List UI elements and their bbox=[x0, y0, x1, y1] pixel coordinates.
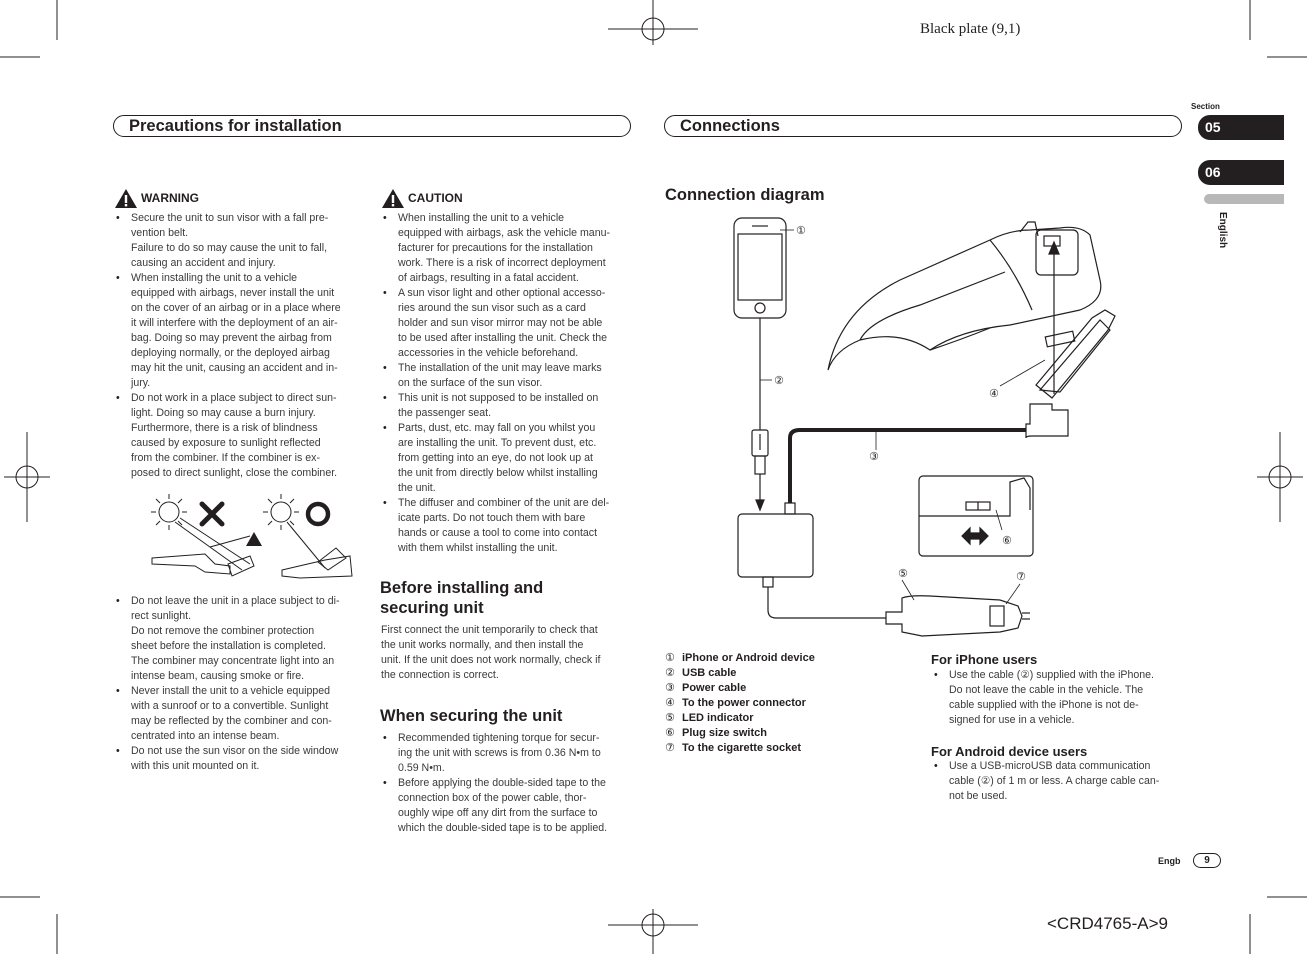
warning-block-continued bbox=[114, 594, 364, 774]
caution-heading bbox=[381, 188, 636, 209]
caution-item: • When installing the unit to a vehicle equipped with airbags, ask the vehicle manu- facturer for precautions for the installation work. There is a risk of incorrect deployment of airbags, resulting in a fatal accident. bbox=[381, 211, 636, 286]
document-code: <CRD4765-A>9 bbox=[1047, 914, 1168, 933]
callout-4: ④ bbox=[989, 387, 999, 400]
hud-unit bbox=[828, 222, 1115, 398]
warning-block bbox=[114, 188, 364, 481]
legend-item: ① iPhone or Android device bbox=[665, 652, 815, 664]
legend-item: ② USB cable bbox=[665, 667, 737, 679]
iphone-users-heading: For iPhone users bbox=[931, 652, 1038, 667]
callout-3: ③ bbox=[869, 450, 879, 463]
permitted-icon bbox=[308, 504, 328, 524]
securing-list bbox=[381, 731, 636, 836]
warning-list bbox=[114, 211, 364, 481]
caution-list bbox=[381, 211, 636, 556]
callout-1: ① bbox=[796, 224, 806, 237]
connection-diagram-heading: Connection diagram bbox=[665, 186, 825, 204]
sun-icon bbox=[151, 494, 187, 530]
caution-item: • Parts, dust, etc. may fall on you whilst you are installing the unit. To prevent dust, etc. from getting into an eye, do not look up at the unit from directly below whilst installing the unit. bbox=[381, 421, 636, 496]
warning-item: • Never install the unit to a vehicle equipped with a sunroof or to a convertible. Sunlight may be reflected by the combiner and con- centrated into an intense beam. bbox=[114, 684, 364, 744]
caution-item: • The installation of the unit may leave marks on the surface of the sun visor. bbox=[381, 361, 636, 391]
before-installing-heading: Before installing and securing unit bbox=[380, 579, 544, 617]
warning-item: • Do not use the sun visor on the side window with this unit mounted on it. bbox=[114, 744, 364, 774]
caution-item: • The diffuser and combiner of the unit are del- icate parts. Do not touch them with bare hands or cause a tool to come into contact with them whilst installing the unit. bbox=[381, 496, 636, 556]
before-installing-section bbox=[380, 578, 635, 618]
prohibited-icon bbox=[202, 504, 222, 524]
legend-item: ③ Power cable bbox=[665, 682, 747, 694]
power-box bbox=[738, 514, 813, 577]
warning-item: • Secure the unit to sun visor with a fall pre- vention belt. Failure to do so may cause the unit to fall, causing an accident and injury. bbox=[114, 211, 364, 271]
caution-icon bbox=[381, 188, 405, 209]
callout-2: ② bbox=[774, 374, 784, 387]
plate-label: Black plate (9,1) bbox=[920, 21, 1021, 37]
securing-item: • Before applying the double-sided tape to the connection box of the power cable, thor- oughly wipe off any dirt from the surface to which the double-sided tape is to be applied. bbox=[381, 776, 636, 836]
securing-item: • Recommended tightening torque for secur- ing the unit with screws is from 0.36 N•m to 0.59 N•m. bbox=[381, 731, 636, 776]
iphone-users-body bbox=[932, 668, 1187, 728]
warning-heading bbox=[114, 188, 364, 209]
warning-icon bbox=[114, 188, 138, 209]
caution-item: • A sun visor light and other optional accesso- ries around the sun visor such as a card holder and sun visor mirror may not be able to be used after installing the unit. Check the accessories in the vehicle beforehand. bbox=[381, 286, 636, 361]
securing-heading: When securing the unit bbox=[380, 707, 563, 725]
warning-item: • Do not leave the unit in a place subject to di- rect sunlight. Do not remove the combiner protection sheet before the installation is completed. The combiner may concentrate light into an intense beam, causing smoke or fire. bbox=[114, 594, 364, 684]
precautions-header bbox=[113, 115, 631, 137]
warning-list-2 bbox=[114, 594, 364, 774]
page-number: 9 bbox=[1193, 853, 1221, 868]
warning-label: WARNING bbox=[141, 191, 199, 205]
warning-item: • Do not work in a place subject to direct sun- light. Doing so may cause a burn injury. Furthermore, there is a risk of blindness caused by exposure to sunlight reflected from the combiner. If the combiner is ex- posed to direct sunlight, close the combiner. bbox=[114, 391, 364, 481]
iphone-users-item: • Use the cable (②) supplied with the iPhone. Do not leave the cable in the vehicle. The cable supplied with the iPhone is not de- signed for use in a vehicle. bbox=[932, 668, 1187, 728]
connections-header bbox=[664, 115, 1182, 137]
section-label: Section bbox=[1191, 102, 1220, 111]
callout-7: ⑦ bbox=[1016, 570, 1026, 583]
cigarette-plug bbox=[886, 596, 1030, 636]
phone-device bbox=[734, 218, 786, 318]
diagram-legend bbox=[665, 651, 815, 756]
android-users-body bbox=[932, 759, 1187, 804]
section-tab-06[interactable]: 06 bbox=[1198, 160, 1284, 185]
before-installing-body: First connect the unit temporarily to check that the unit works normally, and then install the unit. If the unit does not work normally, check if the connection is correct. bbox=[381, 624, 601, 681]
legend-item: ⑥ Plug size switch bbox=[665, 727, 767, 739]
caution-label: CAUTION bbox=[408, 191, 463, 205]
plug-size-switch-inset bbox=[919, 476, 1033, 556]
connection-diagram bbox=[660, 210, 1180, 650]
precautions-header-text: Precautions for installation bbox=[129, 117, 342, 135]
legend-item: ④ To the power connector bbox=[665, 697, 806, 709]
sunlight-illustration bbox=[150, 492, 365, 587]
securing-body bbox=[381, 731, 636, 836]
legend-item: ⑤ LED indicator bbox=[665, 712, 754, 724]
warning-item: • When installing the unit to a vehicle equipped with airbags, never install the unit on the cover of an airbag or in a place where it will interfere with the deployment of an air- bag. Doing so may prevent the airbag from deploying normally, or the deployed airbag may hit the unit, causing an accident and in- jury. bbox=[114, 271, 364, 391]
callout-6: ⑥ bbox=[1002, 534, 1012, 547]
caution-item: • This unit is not supposed to be installed on the passenger seat. bbox=[381, 391, 636, 421]
connections-header-text: Connections bbox=[680, 117, 780, 135]
section-tab-05[interactable]: 05 bbox=[1198, 115, 1284, 140]
callout-5: ⑤ bbox=[898, 567, 908, 580]
usb-plug bbox=[752, 430, 768, 474]
sun-icon bbox=[263, 494, 299, 530]
language-bar bbox=[1204, 194, 1284, 204]
android-users-heading: For Android device users bbox=[931, 744, 1088, 759]
page-footer-language: Engb bbox=[1158, 856, 1181, 866]
legend-item: ⑦ To the cigarette socket bbox=[665, 742, 801, 754]
android-users-item: • Use a USB-microUSB data communication cable (②) of 1 m or less. A charge cable can- not be used. bbox=[932, 759, 1187, 804]
caution-block bbox=[381, 188, 636, 556]
language-label: English bbox=[1217, 212, 1228, 249]
